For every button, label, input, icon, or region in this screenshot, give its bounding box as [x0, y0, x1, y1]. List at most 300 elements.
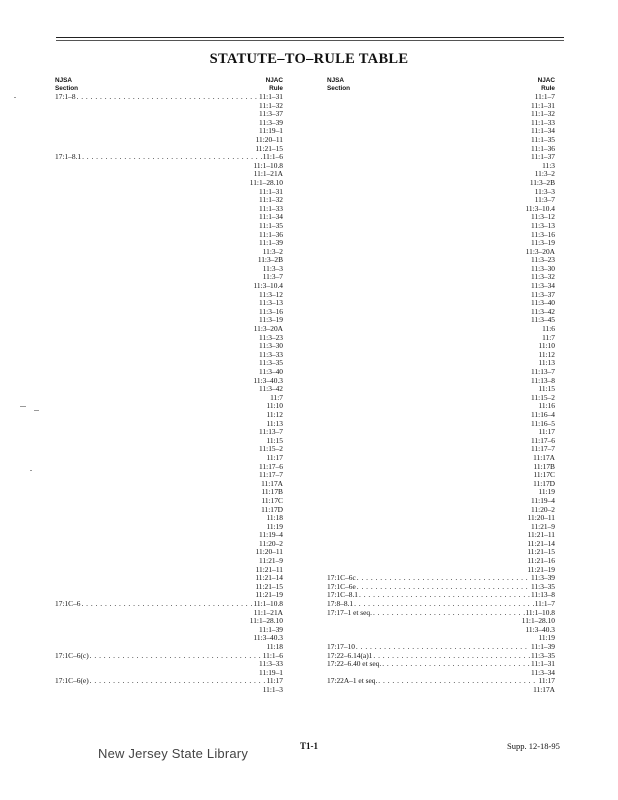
- njac-rule: 11:1–39: [259, 238, 283, 248]
- table-row: [55, 153, 283, 162]
- statute-section: 17:1–8: [55, 92, 76, 101]
- njac-rule: 11:1–31: [259, 92, 283, 101]
- njac-rule: 11:15: [538, 384, 555, 394]
- page-number: T1-1: [300, 741, 318, 751]
- table-row: [327, 634, 555, 643]
- njac-rule: 11:3–7: [262, 272, 283, 282]
- statute-section: 17:1C–6(e): [55, 676, 89, 686]
- njac-rule: 11:3–2: [534, 169, 555, 179]
- njac-rule: 11:3–30: [259, 341, 283, 351]
- table-row: [327, 239, 555, 248]
- table-row: [55, 273, 283, 282]
- dot-leader: [90, 677, 266, 686]
- statute-section: 17:1C–6: [55, 599, 81, 609]
- njac-rule: 11:3–19: [259, 315, 283, 325]
- njac-rule: 11:3–40.3: [253, 633, 283, 643]
- njac-rule: 11:1–21A: [253, 607, 283, 617]
- table-row: [55, 170, 283, 179]
- table-row: [55, 394, 283, 403]
- table-row: [327, 102, 555, 111]
- njac-rule: 11:20–11: [527, 513, 555, 523]
- njac-rule: 11:17–7: [531, 444, 555, 454]
- right-header-rule: [538, 77, 555, 92]
- njac-rule: 11:21–15: [255, 581, 283, 591]
- njac-rule: 11:1–3: [262, 684, 283, 694]
- table-row: [327, 686, 555, 695]
- njac-rule: 11:1–37: [531, 152, 555, 162]
- table-row: [327, 480, 555, 489]
- table-row: [327, 428, 555, 437]
- dot-leader: [373, 609, 525, 618]
- table-row: [55, 368, 283, 377]
- njac-rule: 11:3–16: [259, 306, 283, 316]
- table-row: [327, 591, 555, 600]
- njac-rule: 11:1–31: [531, 100, 555, 110]
- njac-rule: 11:1–10.8: [253, 160, 283, 170]
- table-row: [55, 145, 283, 154]
- table-row: [55, 557, 283, 566]
- njac-rule: 11:1–28.10: [249, 616, 283, 626]
- table-row: [55, 256, 283, 265]
- njac-rule: 11:3–16: [531, 229, 555, 239]
- table-row: [327, 334, 555, 343]
- njac-rule: 11:3–39: [531, 573, 555, 583]
- njac-rule: 11:17D: [533, 478, 555, 488]
- right-table-rows: [327, 93, 555, 695]
- dot-leader: [373, 652, 530, 661]
- table-row: [55, 626, 283, 635]
- njac-rule: 11:1–36: [531, 143, 555, 153]
- table-row: [327, 351, 555, 360]
- table-row: [55, 213, 283, 222]
- table-row: [55, 643, 283, 652]
- njac-rule: 11:1–21A: [253, 169, 283, 179]
- njac-rule: 11:3–37: [531, 289, 555, 299]
- right-header-statute: [327, 77, 350, 92]
- njac-rule: 11:3–39: [259, 117, 283, 127]
- njac-rule: 11:21–15: [255, 143, 283, 153]
- njac-rule: 11:1–10.8: [525, 607, 555, 617]
- table-row: [327, 463, 555, 472]
- table-row: [55, 454, 283, 463]
- left-header-njac: NJAC: [265, 77, 283, 84]
- njac-rule: 11:3–34: [531, 667, 555, 677]
- njac-rule: 11:21–14: [255, 573, 283, 583]
- njac-rule: 11:20–11: [255, 547, 283, 557]
- njac-rule: 11:15–2: [531, 392, 555, 402]
- table-row: [327, 394, 555, 403]
- njac-rule: 11:17A: [533, 452, 555, 462]
- table-row: [55, 471, 283, 480]
- njac-rule: 11:17: [538, 427, 555, 437]
- right-header-njsa: NJSA: [327, 77, 345, 84]
- njac-rule: 11:3–40.3: [253, 375, 283, 385]
- njac-rule: 11:17A: [533, 684, 555, 694]
- top-rule: [56, 37, 564, 38]
- table-row: [55, 437, 283, 446]
- njac-rule: 11:3–13: [531, 220, 555, 230]
- scan-speck: [30, 470, 32, 471]
- njac-rule: 11:17: [266, 676, 283, 686]
- njac-rule: 11:3–34: [531, 281, 555, 291]
- njac-rule: 11:1–32: [259, 100, 283, 110]
- njac-rule: 11:17C: [533, 470, 555, 480]
- dot-leader: [81, 600, 252, 609]
- table-row: [55, 609, 283, 618]
- table-row: [327, 626, 555, 635]
- njac-rule: 11:13–7: [259, 427, 283, 437]
- njac-rule: 11:21–11: [527, 530, 555, 540]
- njac-rule: 11:3–12: [531, 212, 555, 222]
- dot-leader: [357, 574, 530, 583]
- table-row: [55, 325, 283, 334]
- table-row: [55, 600, 283, 609]
- table-row: [55, 686, 283, 695]
- dot-leader: [354, 600, 534, 609]
- njac-rule: 11:3–10.4: [525, 203, 555, 213]
- njac-rule: 11:16–5: [531, 418, 555, 428]
- table-row: [55, 231, 283, 240]
- njac-rule: 11:3–35: [259, 358, 283, 368]
- table-row: [55, 316, 283, 325]
- njac-rule: 11:17D: [261, 504, 283, 514]
- njac-rule: 11:10: [538, 341, 555, 351]
- njac-rule: 11:3–13: [259, 298, 283, 308]
- statute-section: 17:22A–1 et seq.: [327, 676, 378, 686]
- njac-rule: 11:3–30: [531, 263, 555, 273]
- njac-rule: 11:1–32: [531, 109, 555, 119]
- njac-rule: 11:15–2: [259, 444, 283, 454]
- statute-section: 17:1–8.1: [55, 152, 82, 162]
- table-row: [55, 377, 283, 386]
- table-row: [55, 540, 283, 549]
- table-row: [55, 463, 283, 472]
- dot-leader: [382, 660, 530, 669]
- njac-rule: 11:7: [542, 332, 555, 342]
- table-row: [327, 368, 555, 377]
- table-row: [55, 480, 283, 489]
- njac-rule: 11:21–9: [531, 521, 555, 531]
- table-row: [55, 136, 283, 145]
- njac-rule: 11:3–2: [262, 246, 283, 256]
- njac-rule: 11:17–7: [259, 470, 283, 480]
- table-row: [327, 359, 555, 368]
- njac-rule: 11:17–6: [259, 461, 283, 471]
- njac-rule: 11:1–31: [531, 659, 555, 669]
- right-header-rule-label: Rule: [541, 84, 555, 92]
- table-row: [327, 523, 555, 532]
- table-row: [327, 402, 555, 411]
- table-row: [327, 299, 555, 308]
- table-row: [327, 437, 555, 446]
- njac-rule: 11:6: [542, 324, 555, 334]
- njac-rule: 11:16–4: [531, 409, 555, 419]
- njac-rule: 11:1–28.10: [249, 177, 283, 187]
- table-row: [327, 179, 555, 188]
- statute-section: 17:17–1 et seq.: [327, 607, 372, 617]
- njac-rule: 11:12: [266, 409, 283, 419]
- table-row: [327, 566, 555, 575]
- table-row: [55, 574, 283, 583]
- table-row: [55, 196, 283, 205]
- table-row: [327, 110, 555, 119]
- table-row: [55, 652, 283, 661]
- njac-rule: 11:18: [266, 513, 283, 523]
- table-row: [55, 222, 283, 231]
- table-row: [55, 677, 283, 686]
- table-row: [55, 583, 283, 592]
- table-row: [55, 342, 283, 351]
- njac-rule: 11:1–36: [259, 229, 283, 239]
- njac-rule: 11:19: [538, 633, 555, 643]
- table-row: [55, 497, 283, 506]
- left-header-njsa: NJSA: [55, 77, 73, 84]
- table-row: [55, 179, 283, 188]
- table-row: [55, 359, 283, 368]
- njac-rule: 11:17: [538, 676, 555, 686]
- table-row: [55, 411, 283, 420]
- njac-rule: 11:1–35: [259, 220, 283, 230]
- table-row: [55, 385, 283, 394]
- table-row: [327, 488, 555, 497]
- table-row: [327, 119, 555, 128]
- dot-leader: [82, 153, 262, 162]
- table-row: [327, 548, 555, 557]
- njac-rule: 11:3–35: [531, 650, 555, 660]
- table-row: [327, 188, 555, 197]
- njac-rule: 11:3–40: [259, 367, 283, 376]
- njac-rule: 11:19–4: [531, 495, 555, 505]
- table-row: [327, 316, 555, 325]
- table-row: [55, 110, 283, 119]
- dot-leader: [378, 677, 537, 686]
- table-row: [327, 170, 555, 179]
- right-column-header: [327, 77, 555, 93]
- table-row: [55, 634, 283, 643]
- njac-rule: 11:3–42: [259, 384, 283, 394]
- table-row: [327, 93, 555, 102]
- table-row: [327, 677, 555, 686]
- table-row: [55, 308, 283, 317]
- table-row: [55, 119, 283, 128]
- njac-rule: 11:3–45: [531, 315, 555, 325]
- table-row: [55, 127, 283, 136]
- statute-section: 17:1C–6c: [327, 573, 356, 583]
- njac-rule: 11:1–6: [262, 650, 283, 660]
- njac-rule: 11:20–2: [531, 504, 555, 514]
- njac-rule: 11:3–20A: [253, 324, 283, 334]
- njac-rule: 11:1–39: [531, 642, 555, 651]
- library-watermark: New Jersey State Library: [98, 746, 249, 761]
- njac-rule: 11:1–35: [531, 134, 555, 144]
- table-row: [327, 514, 555, 523]
- table-row: [55, 205, 283, 214]
- njac-rule: 11:1–32: [259, 195, 283, 205]
- njac-rule: 11:13: [266, 418, 283, 428]
- table-row: [327, 617, 555, 626]
- njac-rule: 11:1–6: [262, 152, 283, 162]
- table-row: [327, 557, 555, 566]
- njac-rule: 11:1–31: [259, 186, 283, 196]
- njac-rule: 11:19: [538, 487, 555, 497]
- table-row: [55, 617, 283, 626]
- table-row: [55, 239, 283, 248]
- table-row: [327, 531, 555, 540]
- statute-section: 17:22–6.14(a)1: [327, 650, 373, 660]
- njac-rule: 11:1–34: [531, 126, 555, 136]
- njac-rule: 11:21–19: [255, 590, 283, 600]
- njac-rule: 11:1–33: [531, 117, 555, 127]
- njac-rule: 11:20–2: [259, 538, 283, 548]
- njac-rule: 11:1–28.10: [521, 616, 555, 626]
- table-row: [327, 497, 555, 506]
- table-row: [55, 428, 283, 437]
- table-row: [327, 342, 555, 351]
- page-title: STATUTE–TO–RULE TABLE: [209, 51, 409, 67]
- table-row: [327, 308, 555, 317]
- njac-rule: 11:21–16: [527, 556, 555, 566]
- njac-rule: 11:15: [266, 435, 283, 445]
- table-row: [55, 299, 283, 308]
- right-header-njac: NJAC: [537, 77, 555, 84]
- njac-rule: 11:17B: [261, 487, 283, 497]
- njac-rule: 11:3–19: [531, 238, 555, 248]
- supplement-date: Supp. 12-18-95: [507, 741, 560, 751]
- statute-section: 17:22–6.40 et seq.: [327, 659, 382, 669]
- njac-rule: 11:1–10.8: [253, 599, 283, 609]
- table-row: [55, 531, 283, 540]
- left-header-rule: [266, 77, 283, 92]
- table-row: [55, 282, 283, 291]
- njac-rule: 11:19: [266, 521, 283, 531]
- njac-rule: 11:3–40: [531, 298, 555, 308]
- left-header-statute: [55, 77, 78, 92]
- table-row: [327, 325, 555, 334]
- njac-rule: 11:3–35: [531, 581, 555, 591]
- table-row: [327, 471, 555, 480]
- njac-rule: 11:13: [538, 358, 555, 368]
- njac-rule: 11:3–42: [531, 306, 555, 316]
- table-row: [327, 454, 555, 463]
- table-row: [327, 609, 555, 618]
- dot-leader: [359, 591, 530, 600]
- njac-rule: 11:21–19: [527, 564, 555, 574]
- njac-rule: 11:20–11: [255, 134, 283, 144]
- njac-rule: 11:19–1: [259, 667, 283, 677]
- table-row: [327, 153, 555, 162]
- njac-rule: 11:1–34: [259, 212, 283, 222]
- njac-rule: 11:3: [542, 160, 555, 170]
- table-row: [327, 248, 555, 257]
- njac-rule: 11:3–10.4: [253, 281, 283, 291]
- njac-rule: 11:1–7: [534, 92, 555, 101]
- njac-rule: 11:21–11: [255, 564, 283, 574]
- left-header-rule-label: Rule: [269, 84, 283, 92]
- dot-leader: [357, 583, 530, 592]
- njac-rule: 11:13–7: [531, 367, 555, 376]
- njac-rule: 11:3–7: [534, 195, 555, 205]
- table-row: [327, 291, 555, 300]
- njac-rule: 11:3–23: [531, 255, 555, 265]
- table-row: [327, 145, 555, 154]
- right-column: [327, 77, 555, 695]
- statute-section: 17:8–8.1: [327, 599, 354, 609]
- njac-rule: 11:21–9: [259, 556, 283, 566]
- table-row: [327, 136, 555, 145]
- statute-section: 17:1C–8.1: [327, 590, 359, 600]
- table-row: [55, 93, 283, 102]
- table-row: [327, 506, 555, 515]
- left-column: [55, 77, 283, 695]
- njac-rule: 11:3–40.3: [525, 624, 555, 634]
- table-row: [55, 488, 283, 497]
- table-row: [327, 660, 555, 669]
- top-rule-thin: [56, 40, 564, 41]
- dot-leader: [90, 652, 262, 661]
- njac-rule: 11:21–15: [527, 547, 555, 557]
- table-row: [327, 205, 555, 214]
- scan-speck: [20, 406, 26, 407]
- table-row: [55, 351, 283, 360]
- table-row: [55, 548, 283, 557]
- table-row: [55, 591, 283, 600]
- table-row: [327, 196, 555, 205]
- table-row: [55, 291, 283, 300]
- dot-leader: [356, 643, 530, 652]
- table-row: [327, 540, 555, 549]
- njac-rule: 11:3–3: [262, 263, 283, 273]
- statute-section: 17:1C–6e: [327, 581, 356, 591]
- table-row: [327, 411, 555, 420]
- statute-section: 17:17–10: [327, 642, 355, 651]
- table-row: [327, 282, 555, 291]
- njac-rule: 11:1–33: [259, 203, 283, 213]
- njac-rule: 11:1–39: [259, 624, 283, 634]
- njac-rule: 11:3–33: [259, 349, 283, 359]
- table-row: [327, 420, 555, 429]
- table-row: [55, 188, 283, 197]
- scan-speck: [14, 97, 16, 98]
- dot-leader: [77, 93, 259, 102]
- table-row: [55, 660, 283, 669]
- njac-rule: 11:1–7: [534, 599, 555, 609]
- table-row: [55, 402, 283, 411]
- right-header-section: Section: [327, 84, 351, 92]
- njac-rule: 11:17A: [261, 478, 283, 488]
- table-row: [327, 213, 555, 222]
- scan-speck: [34, 410, 39, 411]
- njac-rule: 11:17: [266, 452, 283, 462]
- njac-rule: 11:3–20A: [525, 246, 555, 256]
- njac-rule: 11:3–23: [259, 332, 283, 342]
- njac-rule: 11:17–6: [531, 435, 555, 445]
- table-row: [327, 127, 555, 136]
- table-row: [55, 669, 283, 678]
- table-row: [55, 514, 283, 523]
- table-row: [55, 523, 283, 532]
- njac-rule: 11:3–37: [259, 109, 283, 119]
- njac-rule: 11:7: [270, 392, 283, 402]
- njac-rule: 11:13–8: [531, 590, 555, 600]
- njac-rule: 11:3–2B: [257, 255, 283, 265]
- table-row: [55, 506, 283, 515]
- table-row: [55, 420, 283, 429]
- njac-rule: 11:3–33: [259, 659, 283, 669]
- njac-rule: 11:21–14: [527, 538, 555, 548]
- njac-rule: 11:12: [538, 349, 555, 359]
- njac-rule: 11:3–32: [531, 272, 555, 282]
- table-row: [327, 265, 555, 274]
